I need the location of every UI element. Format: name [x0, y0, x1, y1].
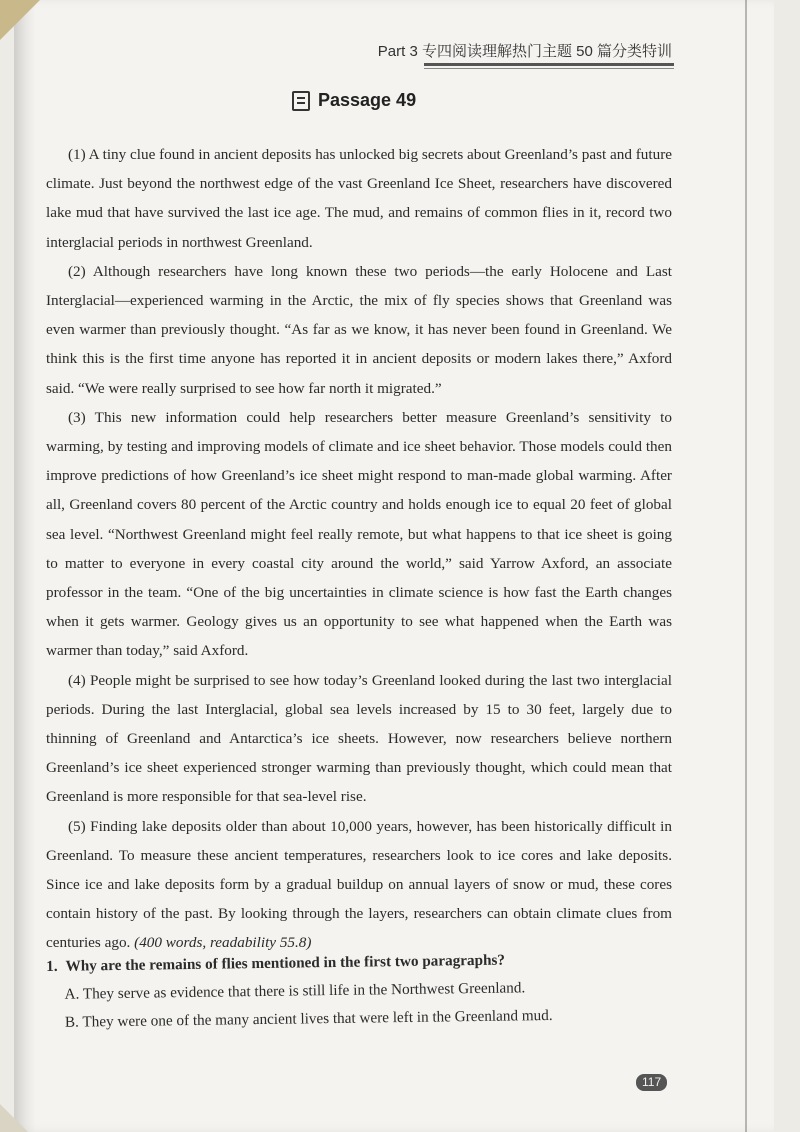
question-number: 1.: [46, 957, 58, 975]
page-corner-bottom: [0, 1104, 28, 1132]
header-rule-thin: [424, 68, 674, 69]
document-icon: [292, 91, 310, 111]
page-gutter-shadow: [14, 0, 36, 1132]
readability-note: (400 words, readability 55.8): [134, 934, 312, 952]
option-b: B. They were one of the many ancient lives that were left in the Greenland mud.: [64, 1006, 553, 1031]
running-header: Part 3 专四阅读理解热门主题 50 篇分类特训: [377, 43, 672, 60]
passage-heading: [292, 90, 416, 111]
paragraph-4: (4) People might be surprised to see how today’s Greenland looked during the last two interglacial periods. During the last Interglacial, global sea levels increased by 15 to 30 feet, largely due to thinning of Greenland and Antarctica’s ice sheets. However, now researchers believe northern Greenland’s ice sheet experienced stronger warming than previously thought, which could mean that Greenland is more responsible for that sea-level rise.: [46, 671, 672, 806]
option-a: A. They serve as evidence that there is still life in the Northwest Greenland.: [64, 979, 526, 1003]
paragraph-2: (2) Although researchers have long known these two periods—the early Holocene and Last Interglacial—experienced warming in the Arctic, the mix of fly species shows that Greenland was even warmer than previously thought. “As far as we know, it has never been found in Greenland. We think this is the first time anyone has reported it in ancient deposits or modern lakes there,” Axford said. “We were really surprised to see how far north it migrated.”: [46, 262, 672, 397]
passage-body: [46, 140, 672, 958]
paragraph-5-text: (5) Finding lake deposits older than about 10,000 years, however, has been historically difficult in Greenland. To measure these ancient temperatures, researchers look to ice cores and lake deposits. Since ice and lake deposits form by a gradual buildup on annual layers of snow or mud, these cores contain history of the past. By looking through the layers, researchers can obtain climate clues from centuries ago.: [46, 817, 672, 952]
page-number: 117: [636, 1074, 667, 1091]
page-corner-top: [0, 0, 40, 40]
paragraph-1: (1) A tiny clue found in ancient deposits has unlocked big secrets about Greenland’s past and future climate. Just beyond the northwest edge of the vast Greenland Ice Sheet, researchers have discovered lake mud that have survived the last ice age. The mud, and remains of common flies in it, record two interglacial periods in northwest Greenland.: [46, 146, 672, 251]
header-rule: [424, 63, 674, 66]
paragraph-3: (3) This new information could help researchers better measure Greenland’s sensitivity to warming, by testing and improving models of climate and ice sheet behavior. Those models could then improve predictions of how Greenland’s ice sheet might respond to man-made global warming. After all, Greenland covers 80 percent of the Arctic country and holds enough ice to equal 20 feet of global sea level. “Northwest Greenland might feel really remote, but what happens to that ice sheet is going to matter to everyone in every coastal city around the world,” said Yarrow Axford, an associate professor in the team. “One of the big uncertainties in climate science is how fast the Earth changes when it gets warmer. Geology gives us an opportunity to see what happened when the Earth was warmer than today,” said Axford.: [46, 408, 672, 660]
question-1: [46, 944, 687, 1037]
paragraph-5: [46, 812, 672, 958]
question-text: Why are the remains of flies mentioned in the first two paragraphs?: [65, 951, 506, 975]
page-right-edge: [745, 0, 747, 1132]
passage-title: Passage 49: [318, 90, 417, 110]
